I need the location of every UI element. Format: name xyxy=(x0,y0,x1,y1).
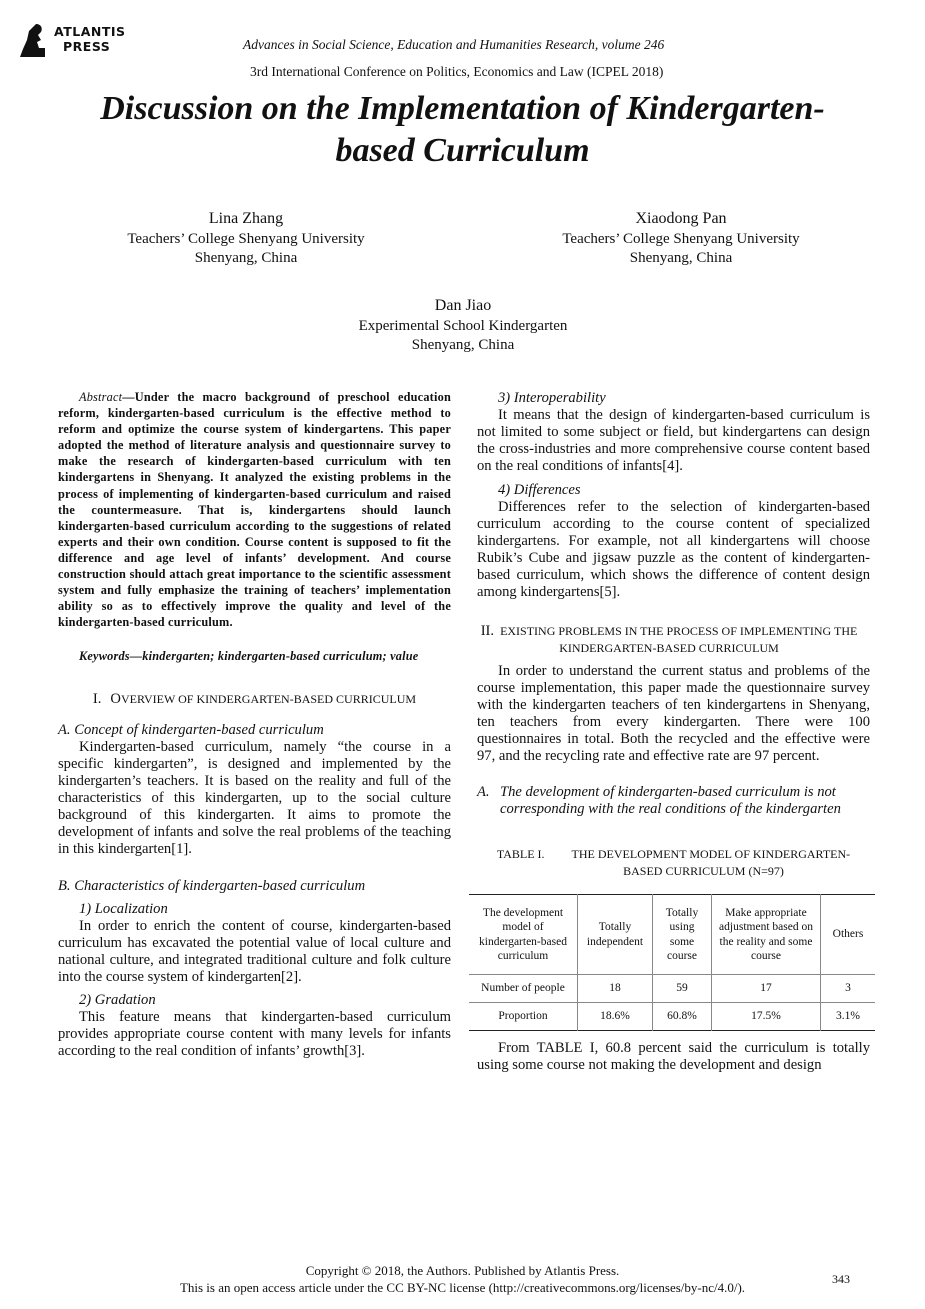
development-model-table xyxy=(469,894,875,1031)
paragraph: Kindergarten-based curriculum, namely “the course in a specific kindergarten”, is designed and implemented by the kindergarten’s teachers. It is based on the reality and full of the characteristics of this kindergarten, up to the social culture background of this kindergarten. It aims to promote the development of infants and solve the real problems of the teaching in this kindergarten[1]. xyxy=(58,738,451,857)
logo-text-press: PRESS xyxy=(63,39,111,54)
license-notice: This is an open access article under the CC BY-NC license (http://creativecommons.org/licenses/by-nc/4.0/). xyxy=(179,1280,746,1295)
logo-text-atlantis: ATLANTIS xyxy=(54,24,126,39)
abstract: Abstract—Under the macro background of preschool education reform, kindergarten-based curriculum is the effective method to reform and optimize the course system of kindergartens. This paper adopted the method of literature analysis and questionnaire survey to make the research of kindergarten-based curriculum with ten kindergartens in Shenyang. It analyzed the existing problems in the process of implementing of kindergarten-based curriculum and raised the countermeasure. That is, kindergartens should launch kindergarten-based curriculum according to the suggestions of related experts and their own condition. Course content is supposed to fit the difference and age level of infants’ development. And course construction should attach great importance to the scientific assessment system and fully emphasize the training of teachers’ implementation ability so as to effectively improve the quality and level of the kindergarten-based curriculum. xyxy=(58,390,451,630)
copyright-notice: Copyright © 2018, the Authors. Published by Atlantis Press. xyxy=(305,1263,620,1278)
paragraph: Differences refer to the selection of kindergarten-based curriculum according to the course content of specialized kindergartens. For example, not all kindergartens will choose Rubik’s Cube and jigsaw puzzle as the content of kindergarten-based curriculum, which shows the difference of content design among kindergartens[5]. xyxy=(477,499,870,600)
section-heading-2: II. EXISTING PROBLEMS IN THE PROCESS OF IMPLEMENTING THE KINDERGARTEN-BASED CURRICULUM xyxy=(480,623,858,655)
paragraph: In order to understand the current status and problems of the course implementation, this paper made the questionnaire survey with the kindergarten teachers of ten kindergartens in Shenyang, ten teachers from every kindergarten. There were 100 questionnaires in total. Both the recycled and the effective were 97, and the recycling rate and effective rate are 97 percent. xyxy=(477,663,870,764)
left-column xyxy=(58,389,451,1060)
item-heading: 4) Differences xyxy=(498,482,581,498)
paragraph: In order to enrich the content of course, kindergarten-based curriculum has excavated the potential value of local culture and national culture, and integrated traditional culture and folk culture into the course system of kindergarten[2]. xyxy=(58,917,451,985)
table-caption: TABLE I. THE DEVELOPMENT MODEL OF KINDERGARTEN- BASED CURRICULUM (N=97) xyxy=(496,847,851,878)
table-header-cell: The development model of kindergarten-based curriculum xyxy=(479,906,567,962)
table-row: Proportion 18.6% 60.8% 17.5% 3.1% xyxy=(469,1003,875,1031)
subsection-heading-1b: B. Characteristics of kindergarten-based curriculum xyxy=(58,877,366,894)
author-name: Xiaodong Pan xyxy=(635,210,727,227)
right-column xyxy=(477,390,870,1074)
paragraph: From TABLE I, 60.8 percent said the curriculum is totally using some course not making the development and design xyxy=(477,1040,870,1073)
author-affiliation: Experimental School Kindergarten xyxy=(358,318,568,334)
table-header-row xyxy=(469,895,875,975)
author-block xyxy=(96,208,396,268)
subsection-heading-1a: A. Concept of kindergarten-based curriculum xyxy=(58,721,324,738)
table-header-cell: Totally using some course xyxy=(653,895,712,975)
journal-name: Advances in Social Science, Education and Humanities Research, volume 246 xyxy=(243,37,665,52)
author-affiliation: Teachers’ College Shenyang University xyxy=(562,231,800,247)
paper-title: Discussion on the Implementation of Kindergarten- based Curriculum xyxy=(100,90,825,169)
footer xyxy=(100,1262,825,1296)
page-number: 343 xyxy=(832,1272,850,1286)
thinker-logo-icon xyxy=(18,22,48,58)
table-header-cell: Totally independent xyxy=(578,895,653,975)
table-row: Number of people 18 59 17 3 xyxy=(469,975,875,1003)
table-header-cell: Others xyxy=(821,895,876,975)
author-location: Shenyang, China xyxy=(411,337,515,353)
paragraph: This feature means that kindergarten-based curriculum provides appropriate course content with many levels for infants according to the real condition of infants’ growth[3]. xyxy=(58,1008,451,1059)
subsection-heading-2a: A. The development of kindergarten-based curriculum is not corresponding with the real conditions of the kindergarten xyxy=(477,784,841,817)
author-name: Lina Zhang xyxy=(208,210,284,227)
item-heading: 3) Interoperability xyxy=(498,390,606,406)
author-name: Dan Jiao xyxy=(434,297,492,314)
conference-name: 3rd International Conference on Politics, Economics and Law (ICPEL 2018) xyxy=(250,64,664,79)
table-header-cell: Make appropriate adjustment based on the reality and some course xyxy=(712,895,821,975)
author-affiliation: Teachers’ College Shenyang University xyxy=(127,231,365,247)
keywords: Keywords—kindergarten; kindergarten-based curriculum; value xyxy=(79,649,419,664)
author-block xyxy=(531,208,831,268)
paragraph: It means that the design of kindergarten-based curriculum is not limited to some subject or field, but kindergartens can design the cross-industries and more comprehensive course content based on the real conditions of infants[4]. xyxy=(477,407,870,474)
author-location: Shenyang, China xyxy=(629,250,733,266)
author-block xyxy=(313,295,613,355)
author-location: Shenyang, China xyxy=(194,250,298,266)
item-heading: 1) Localization xyxy=(79,900,168,917)
item-heading: 2) Gradation xyxy=(79,991,156,1008)
section-heading-1: I. OVERVIEW OF KINDERGARTEN-BASED CURRICULUM xyxy=(92,690,417,707)
